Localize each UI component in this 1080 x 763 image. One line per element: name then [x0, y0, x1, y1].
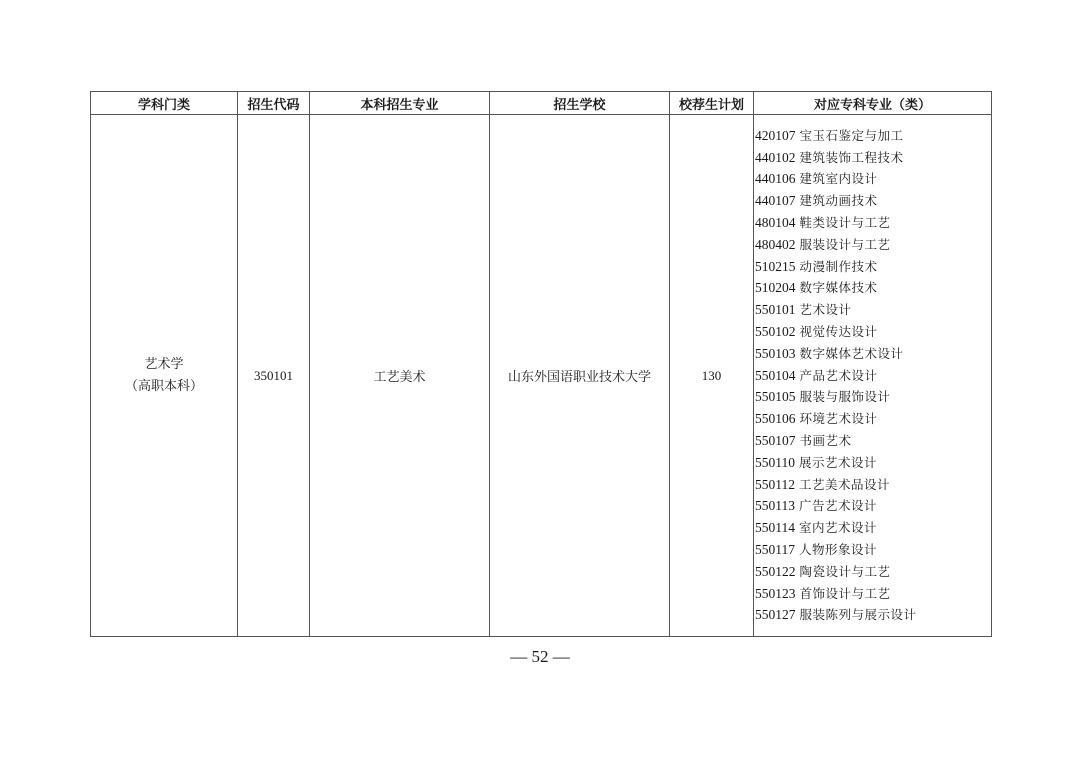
list-item [755, 343, 991, 365]
list-item [755, 495, 991, 517]
specialty-name: 产品艺术设计 [799, 367, 878, 383]
table-row [91, 115, 992, 637]
list-item [755, 452, 991, 474]
table-header-row [91, 92, 992, 115]
specialty-name: 建筑装饰工程技术 [799, 149, 904, 165]
specialty-name: 视觉传达设计 [799, 324, 878, 339]
list-item [755, 386, 991, 408]
specialty-name: 室内艺术设计 [799, 520, 878, 536]
specialty-code: 440102 [755, 149, 796, 165]
specialty-name: 建筑室内设计 [799, 171, 878, 187]
list-item [755, 561, 991, 583]
cell-recommendation-plan: 130 [670, 115, 754, 637]
specialty-name: 环境艺术设计 [799, 411, 878, 427]
specialty-name: 工艺美术品设计 [799, 476, 891, 492]
specialty-code: 550106 [755, 411, 796, 427]
cell-undergraduate-major: 工艺美术 [310, 115, 490, 637]
specialty-code: 550107 [755, 432, 796, 448]
cell-discipline-category [91, 115, 238, 637]
list-item [755, 539, 991, 561]
specialty-code: 550104 [755, 367, 796, 383]
category-level: （高职本科） [124, 378, 203, 394]
list-item [755, 430, 991, 452]
header-recommendation-plan: 校荐生计划 [670, 92, 754, 115]
specialty-code: 550110 [755, 454, 795, 470]
header-admission-code: 招生代码 [238, 92, 310, 115]
specialty-code: 550123 [755, 585, 796, 601]
list-item [755, 168, 991, 190]
specialty-code: 480104 [755, 215, 796, 231]
page-number: — 52 — [510, 647, 570, 666]
specialty-name: 动漫制作技术 [799, 258, 878, 274]
specialty-code: 550112 [755, 476, 795, 492]
specialty-name: 宝玉石鉴定与加工 [799, 127, 904, 143]
specialty-code: 550101 [755, 302, 796, 318]
specialty-code: 550103 [755, 345, 796, 361]
header-corresponding-specialties: 对应专科专业（类） [754, 92, 992, 115]
list-item [755, 125, 991, 147]
specialty-name: 数字媒体技术 [799, 280, 878, 296]
specialty-code: 550117 [755, 541, 795, 557]
specialty-name: 建筑动画技术 [799, 193, 878, 209]
header-admission-school: 招生学校 [490, 92, 670, 115]
list-item [755, 604, 991, 626]
list-item [755, 190, 991, 212]
header-discipline-category: 学科门类 [91, 92, 238, 115]
specialty-name: 人物形象设计 [799, 541, 878, 557]
specialty-name: 展示艺术设计 [799, 454, 878, 470]
list-item [755, 321, 991, 343]
specialty-name: 服装设计与工艺 [799, 236, 891, 252]
specialty-code: 550114 [755, 520, 795, 536]
specialty-name: 数字媒体艺术设计 [799, 345, 904, 361]
specialty-code: 550122 [755, 563, 796, 579]
category-name: 艺术学 [144, 356, 184, 372]
specialty-code: 420107 [755, 127, 796, 143]
header-undergraduate-major: 本科招生专业 [310, 92, 490, 115]
cell-admission-code: 350101 [238, 115, 310, 637]
specialty-name: 书画艺术 [799, 432, 852, 448]
list-item [755, 583, 991, 605]
list-item [755, 517, 991, 539]
specialty-code: 550102 [755, 324, 796, 339]
specialty-name: 首饰设计与工艺 [799, 585, 891, 601]
list-item [755, 408, 991, 430]
specialty-list [755, 125, 991, 626]
cell-corresponding-specialties [754, 115, 992, 637]
admission-table [90, 91, 992, 637]
specialty-name: 广告艺术设计 [799, 498, 878, 514]
list-item [755, 147, 991, 169]
specialty-name: 鞋类设计与工艺 [799, 215, 891, 231]
specialty-name: 服装与服饰设计 [799, 389, 891, 405]
specialty-name: 陶瓷设计与工艺 [799, 563, 891, 579]
specialty-code: 550127 [755, 607, 796, 623]
list-item [755, 474, 991, 496]
list-item [755, 299, 991, 321]
list-item [755, 277, 991, 299]
list-item [755, 234, 991, 256]
specialty-code: 510204 [755, 280, 796, 296]
specialty-code: 510215 [755, 258, 796, 274]
specialty-code: 440107 [755, 193, 796, 209]
list-item [755, 212, 991, 234]
specialty-name: 服装陈列与展示设计 [799, 607, 917, 623]
list-item [755, 256, 991, 278]
specialty-code: 480402 [755, 236, 796, 252]
specialty-code: 440106 [755, 171, 796, 187]
specialty-name: 艺术设计 [799, 302, 852, 318]
specialty-code: 550105 [755, 389, 796, 405]
cell-admission-school: 山东外国语职业技术大学 [490, 115, 670, 637]
list-item [755, 365, 991, 387]
specialty-code: 550113 [755, 498, 795, 514]
